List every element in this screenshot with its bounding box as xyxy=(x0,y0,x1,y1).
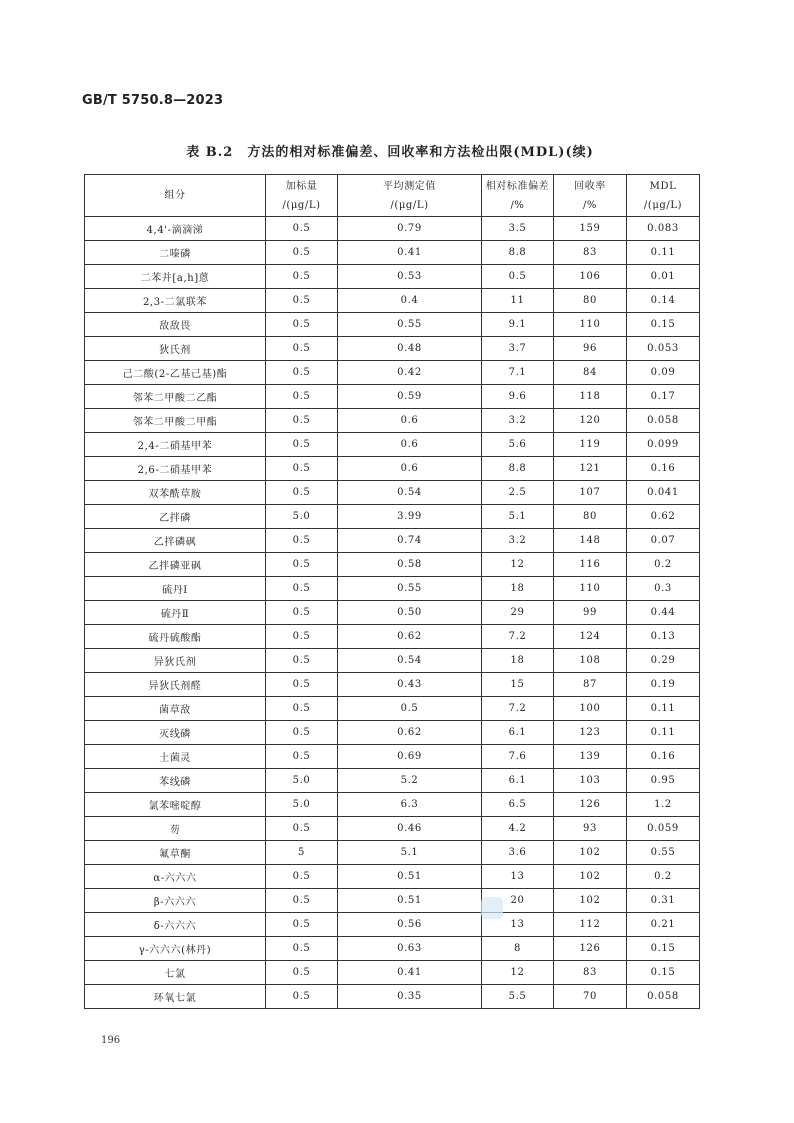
table-row xyxy=(85,361,700,385)
cell-mdl: 0.2 xyxy=(627,553,700,577)
cell-spiked-amount: 0.5 xyxy=(266,697,338,721)
cell-rsd: 3.5 xyxy=(482,217,554,241)
column-header-label: 相对标准偏差 xyxy=(485,180,550,192)
cell-component: δ-六六六 xyxy=(85,913,266,937)
cell-mdl: 0.29 xyxy=(627,649,700,673)
cell-rsd: 11 xyxy=(482,289,554,313)
cell-recovery: 116 xyxy=(554,553,627,577)
column-header-label: 组分 xyxy=(164,190,186,201)
column-header-mean-value xyxy=(338,175,482,217)
table-row xyxy=(85,649,700,673)
cell-spiked-amount: 0.5 xyxy=(266,937,338,961)
table-row xyxy=(85,865,700,889)
table-row xyxy=(85,553,700,577)
cell-component: 乙拌磷亚砜 xyxy=(85,553,266,577)
cell-spiked-amount: 0.5 xyxy=(266,577,338,601)
table-row xyxy=(85,721,700,745)
cell-mean-value: 0.42 xyxy=(338,361,482,385)
cell-rsd: 18 xyxy=(482,577,554,601)
cell-recovery: 107 xyxy=(554,481,627,505)
cell-spiked-amount: 0.5 xyxy=(266,433,338,457)
cell-component: γ-六六六(林丹) xyxy=(85,937,266,961)
cell-rsd: 6.1 xyxy=(482,769,554,793)
cell-mdl: 0.3 xyxy=(627,577,700,601)
cell-recovery: 100 xyxy=(554,697,627,721)
cell-component: 2,3-二氯联苯 xyxy=(85,289,266,313)
table-row xyxy=(85,889,700,913)
cell-recovery: 108 xyxy=(554,649,627,673)
cell-mean-value: 0.41 xyxy=(338,241,482,265)
cell-mean-value: 0.51 xyxy=(338,889,482,913)
cell-component: 二苯并[a,h]蒽 xyxy=(85,265,266,289)
cell-mean-value: 0.6 xyxy=(338,457,482,481)
cell-mean-value: 3.99 xyxy=(338,505,482,529)
cell-spiked-amount: 0.5 xyxy=(266,361,338,385)
cell-spiked-amount: 0.5 xyxy=(266,625,338,649)
cell-mean-value: 0.4 xyxy=(338,289,482,313)
data-table xyxy=(84,174,700,1009)
cell-spiked-amount: 0.5 xyxy=(266,481,338,505)
cell-mdl: 0.14 xyxy=(627,289,700,313)
cell-component: 硫丹硫酸酯 xyxy=(85,625,266,649)
table-row xyxy=(85,961,700,985)
cell-rsd: 5.5 xyxy=(482,985,554,1009)
cell-mdl: 0.041 xyxy=(627,481,700,505)
cell-component: β-六六六 xyxy=(85,889,266,913)
cell-spiked-amount: 0.5 xyxy=(266,817,338,841)
cell-mdl: 0.17 xyxy=(627,385,700,409)
cell-rsd: 8.8 xyxy=(482,457,554,481)
cell-rsd: 3.2 xyxy=(482,529,554,553)
cell-spiked-amount: 0.5 xyxy=(266,913,338,937)
cell-spiked-amount: 0.5 xyxy=(266,961,338,985)
table-row xyxy=(85,913,700,937)
cell-recovery: 102 xyxy=(554,841,627,865)
cell-component: 异狄氏剂醛 xyxy=(85,673,266,697)
cell-mean-value: 0.62 xyxy=(338,625,482,649)
cell-recovery: 120 xyxy=(554,409,627,433)
cell-mdl: 0.16 xyxy=(627,745,700,769)
cell-mean-value: 0.58 xyxy=(338,553,482,577)
cell-mean-value: 0.54 xyxy=(338,481,482,505)
cell-recovery: 84 xyxy=(554,361,627,385)
table-caption: 表 B.2 方法的相对标准偏差、回收率和方法检出限(MDL)(续) xyxy=(186,145,594,160)
cell-rsd: 7.2 xyxy=(482,697,554,721)
cell-mdl: 0.62 xyxy=(627,505,700,529)
table-row xyxy=(85,481,700,505)
cell-component: 敌敌畏 xyxy=(85,313,266,337)
cell-component: 苯线磷 xyxy=(85,769,266,793)
cell-spiked-amount: 0.5 xyxy=(266,265,338,289)
cell-recovery: 121 xyxy=(554,457,627,481)
cell-mdl: 0.083 xyxy=(627,217,700,241)
page-number: 196 xyxy=(101,1035,121,1046)
cell-mean-value: 0.50 xyxy=(338,601,482,625)
cell-mdl: 0.11 xyxy=(627,721,700,745)
cell-mdl: 0.15 xyxy=(627,961,700,985)
cell-mdl: 0.19 xyxy=(627,673,700,697)
cell-recovery: 118 xyxy=(554,385,627,409)
cell-recovery: 106 xyxy=(554,265,627,289)
cell-recovery: 83 xyxy=(554,241,627,265)
cell-spiked-amount: 5 xyxy=(266,841,338,865)
cell-mean-value: 0.62 xyxy=(338,721,482,745)
cell-recovery: 93 xyxy=(554,817,627,841)
column-header-label: 平均测定值 xyxy=(383,180,436,192)
cell-rsd: 13 xyxy=(482,865,554,889)
cell-mdl: 0.01 xyxy=(627,265,700,289)
cell-recovery: 148 xyxy=(554,529,627,553)
cell-recovery: 80 xyxy=(554,505,627,529)
table-row xyxy=(85,289,700,313)
table-row xyxy=(85,577,700,601)
cell-rsd: 3.6 xyxy=(482,841,554,865)
cell-recovery: 124 xyxy=(554,625,627,649)
cell-mean-value: 0.59 xyxy=(338,385,482,409)
cell-recovery: 103 xyxy=(554,769,627,793)
cell-recovery: 96 xyxy=(554,337,627,361)
column-header-unit: /% xyxy=(582,199,598,211)
column-header-component xyxy=(85,175,266,217)
cell-mdl: 0.053 xyxy=(627,337,700,361)
cell-component: 邻苯二甲酸二乙酯 xyxy=(85,385,266,409)
table-row xyxy=(85,337,700,361)
column-header-unit: /(μg/L) xyxy=(282,199,321,211)
cell-spiked-amount: 5.0 xyxy=(266,793,338,817)
cell-mdl: 0.16 xyxy=(627,457,700,481)
cell-rsd: 7.1 xyxy=(482,361,554,385)
cell-recovery: 159 xyxy=(554,217,627,241)
cell-mdl: 0.55 xyxy=(627,841,700,865)
column-header-spiked-amount xyxy=(266,175,338,217)
cell-mdl: 0.07 xyxy=(627,529,700,553)
cell-rsd: 8 xyxy=(482,937,554,961)
table-row xyxy=(85,937,700,961)
cell-rsd: 2.5 xyxy=(482,481,554,505)
cell-mean-value: 0.69 xyxy=(338,745,482,769)
cell-recovery: 102 xyxy=(554,865,627,889)
cell-mean-value: 0.43 xyxy=(338,673,482,697)
cell-recovery: 99 xyxy=(554,601,627,625)
cell-rsd: 13 xyxy=(482,913,554,937)
cell-recovery: 123 xyxy=(554,721,627,745)
cell-rsd: 29 xyxy=(482,601,554,625)
cell-component: 2,6-二硝基甲苯 xyxy=(85,457,266,481)
cell-component: 七氯 xyxy=(85,961,266,985)
cell-rsd: 5.6 xyxy=(482,433,554,457)
standard-code: GB/T 5750.8—2023 xyxy=(82,93,224,108)
table-row xyxy=(85,673,700,697)
cell-component: 邻苯二甲酸二甲酯 xyxy=(85,409,266,433)
cell-mean-value: 0.6 xyxy=(338,433,482,457)
table-row xyxy=(85,457,700,481)
cell-mean-value: 0.5 xyxy=(338,697,482,721)
cell-spiked-amount: 0.5 xyxy=(266,649,338,673)
cell-component: 狄氏剂 xyxy=(85,337,266,361)
cell-mdl: 0.11 xyxy=(627,241,700,265)
cell-rsd: 12 xyxy=(482,553,554,577)
cell-mean-value: 0.51 xyxy=(338,865,482,889)
cell-mean-value: 0.53 xyxy=(338,265,482,289)
cell-rsd: 4.2 xyxy=(482,817,554,841)
cell-spiked-amount: 0.5 xyxy=(266,217,338,241)
cell-rsd: 15 xyxy=(482,673,554,697)
cell-spiked-amount: 0.5 xyxy=(266,553,338,577)
column-header-unit: /(μg/L) xyxy=(390,199,429,211)
cell-mean-value: 0.35 xyxy=(338,985,482,1009)
cell-component: 芴 xyxy=(85,817,266,841)
cell-rsd: 12 xyxy=(482,961,554,985)
cell-spiked-amount: 0.5 xyxy=(266,601,338,625)
cell-recovery: 80 xyxy=(554,289,627,313)
cell-recovery: 126 xyxy=(554,937,627,961)
cell-mdl: 0.44 xyxy=(627,601,700,625)
cell-rsd: 0.5 xyxy=(482,265,554,289)
cell-rsd: 9.1 xyxy=(482,313,554,337)
table-row xyxy=(85,769,700,793)
cell-recovery: 70 xyxy=(554,985,627,1009)
cell-mean-value: 5.2 xyxy=(338,769,482,793)
table-body xyxy=(85,217,700,1009)
table-row xyxy=(85,241,700,265)
cell-component: 土菌灵 xyxy=(85,745,266,769)
cell-spiked-amount: 0.5 xyxy=(266,745,338,769)
header-row xyxy=(85,175,700,217)
cell-mdl: 0.058 xyxy=(627,985,700,1009)
cell-recovery: 87 xyxy=(554,673,627,697)
cell-component: 4,4'-滴滴涕 xyxy=(85,217,266,241)
cell-spiked-amount: 0.5 xyxy=(266,457,338,481)
table-row xyxy=(85,817,700,841)
cell-mean-value: 0.6 xyxy=(338,409,482,433)
cell-mean-value: 0.46 xyxy=(338,817,482,841)
table-row xyxy=(85,217,700,241)
cell-spiked-amount: 0.5 xyxy=(266,985,338,1009)
cell-component: 菌草敌 xyxy=(85,697,266,721)
cell-mean-value: 0.41 xyxy=(338,961,482,985)
cell-rsd: 7.6 xyxy=(482,745,554,769)
cell-mdl: 0.058 xyxy=(627,409,700,433)
cell-component: 双苯酰草胺 xyxy=(85,481,266,505)
cell-mdl: 0.09 xyxy=(627,361,700,385)
cell-component: 乙拌磷砜 xyxy=(85,529,266,553)
cell-rsd: 3.7 xyxy=(482,337,554,361)
column-header-rsd xyxy=(482,175,554,217)
cell-spiked-amount: 0.5 xyxy=(266,241,338,265)
cell-mdl: 0.15 xyxy=(627,937,700,961)
column-header-unit: /(μg/L) xyxy=(643,199,683,211)
column-header-mdl xyxy=(627,175,700,217)
table-row xyxy=(85,529,700,553)
cell-component: 灭线磷 xyxy=(85,721,266,745)
cell-recovery: 102 xyxy=(554,889,627,913)
cell-component: 乙拌磷 xyxy=(85,505,266,529)
cell-spiked-amount: 5.0 xyxy=(266,769,338,793)
cell-spiked-amount: 0.5 xyxy=(266,529,338,553)
table-row xyxy=(85,505,700,529)
watermark-logo xyxy=(481,897,503,919)
cell-mdl: 0.2 xyxy=(627,865,700,889)
cell-recovery: 110 xyxy=(554,313,627,337)
cell-mean-value: 5.1 xyxy=(338,841,482,865)
cell-rsd: 20 xyxy=(482,889,554,913)
cell-mdl: 0.13 xyxy=(627,625,700,649)
cell-rsd: 5.1 xyxy=(482,505,554,529)
cell-component: 二嗪磷 xyxy=(85,241,266,265)
table-row xyxy=(85,313,700,337)
cell-component: 氯苯嘧啶醇 xyxy=(85,793,266,817)
cell-component: 硫丹Ⅰ xyxy=(85,577,266,601)
table-row xyxy=(85,409,700,433)
column-header-unit: /% xyxy=(510,199,525,211)
table-row xyxy=(85,433,700,457)
cell-mean-value: 0.55 xyxy=(338,577,482,601)
cell-component: α-六六六 xyxy=(85,865,266,889)
cell-rsd: 8.8 xyxy=(482,241,554,265)
cell-rsd: 9.6 xyxy=(482,385,554,409)
table-row xyxy=(85,601,700,625)
cell-spiked-amount: 0.5 xyxy=(266,889,338,913)
cell-component: 异狄氏剂 xyxy=(85,649,266,673)
cell-rsd: 6.1 xyxy=(482,721,554,745)
cell-mdl: 0.059 xyxy=(627,817,700,841)
cell-mean-value: 0.55 xyxy=(338,313,482,337)
cell-recovery: 119 xyxy=(554,433,627,457)
cell-recovery: 126 xyxy=(554,793,627,817)
cell-mdl: 0.95 xyxy=(627,769,700,793)
table-row xyxy=(85,841,700,865)
cell-mdl: 0.11 xyxy=(627,697,700,721)
cell-mean-value: 6.3 xyxy=(338,793,482,817)
cell-recovery: 110 xyxy=(554,577,627,601)
cell-spiked-amount: 0.5 xyxy=(266,289,338,313)
cell-rsd: 3.2 xyxy=(482,409,554,433)
cell-rsd: 7.2 xyxy=(482,625,554,649)
cell-mdl: 0.15 xyxy=(627,313,700,337)
cell-spiked-amount: 0.5 xyxy=(266,385,338,409)
cell-mdl: 0.21 xyxy=(627,913,700,937)
column-header-label: 回收率 xyxy=(574,180,606,192)
cell-spiked-amount: 0.5 xyxy=(266,337,338,361)
column-header-label: 加标量 xyxy=(285,180,318,192)
cell-mdl: 0.31 xyxy=(627,889,700,913)
cell-spiked-amount: 0.5 xyxy=(266,673,338,697)
cell-recovery: 112 xyxy=(554,913,627,937)
cell-spiked-amount: 0.5 xyxy=(266,721,338,745)
cell-mean-value: 0.54 xyxy=(338,649,482,673)
column-header-recovery xyxy=(554,175,627,217)
table-row xyxy=(85,793,700,817)
cell-recovery: 83 xyxy=(554,961,627,985)
cell-mean-value: 0.48 xyxy=(338,337,482,361)
cell-component: 2,4-二硝基甲苯 xyxy=(85,433,266,457)
cell-component: 硫丹Ⅱ xyxy=(85,601,266,625)
cell-recovery: 139 xyxy=(554,745,627,769)
cell-mean-value: 0.74 xyxy=(338,529,482,553)
cell-rsd: 18 xyxy=(482,649,554,673)
table-row xyxy=(85,985,700,1009)
column-header-label: MDL xyxy=(649,180,677,192)
cell-spiked-amount: 0.5 xyxy=(266,409,338,433)
table-row xyxy=(85,625,700,649)
cell-mean-value: 0.63 xyxy=(338,937,482,961)
cell-mean-value: 0.79 xyxy=(338,217,482,241)
cell-spiked-amount: 0.5 xyxy=(266,865,338,889)
cell-mean-value: 0.56 xyxy=(338,913,482,937)
table-row xyxy=(85,385,700,409)
cell-component: 环氧七氯 xyxy=(85,985,266,1009)
cell-component: 己二酸(2-乙基己基)酯 xyxy=(85,361,266,385)
table-row xyxy=(85,697,700,721)
cell-mdl: 1.2 xyxy=(627,793,700,817)
table-row xyxy=(85,265,700,289)
table-row xyxy=(85,745,700,769)
cell-rsd: 6.5 xyxy=(482,793,554,817)
cell-spiked-amount: 0.5 xyxy=(266,313,338,337)
cell-component: 氟草酮 xyxy=(85,841,266,865)
cell-spiked-amount: 5.0 xyxy=(266,505,338,529)
cell-mdl: 0.099 xyxy=(627,433,700,457)
